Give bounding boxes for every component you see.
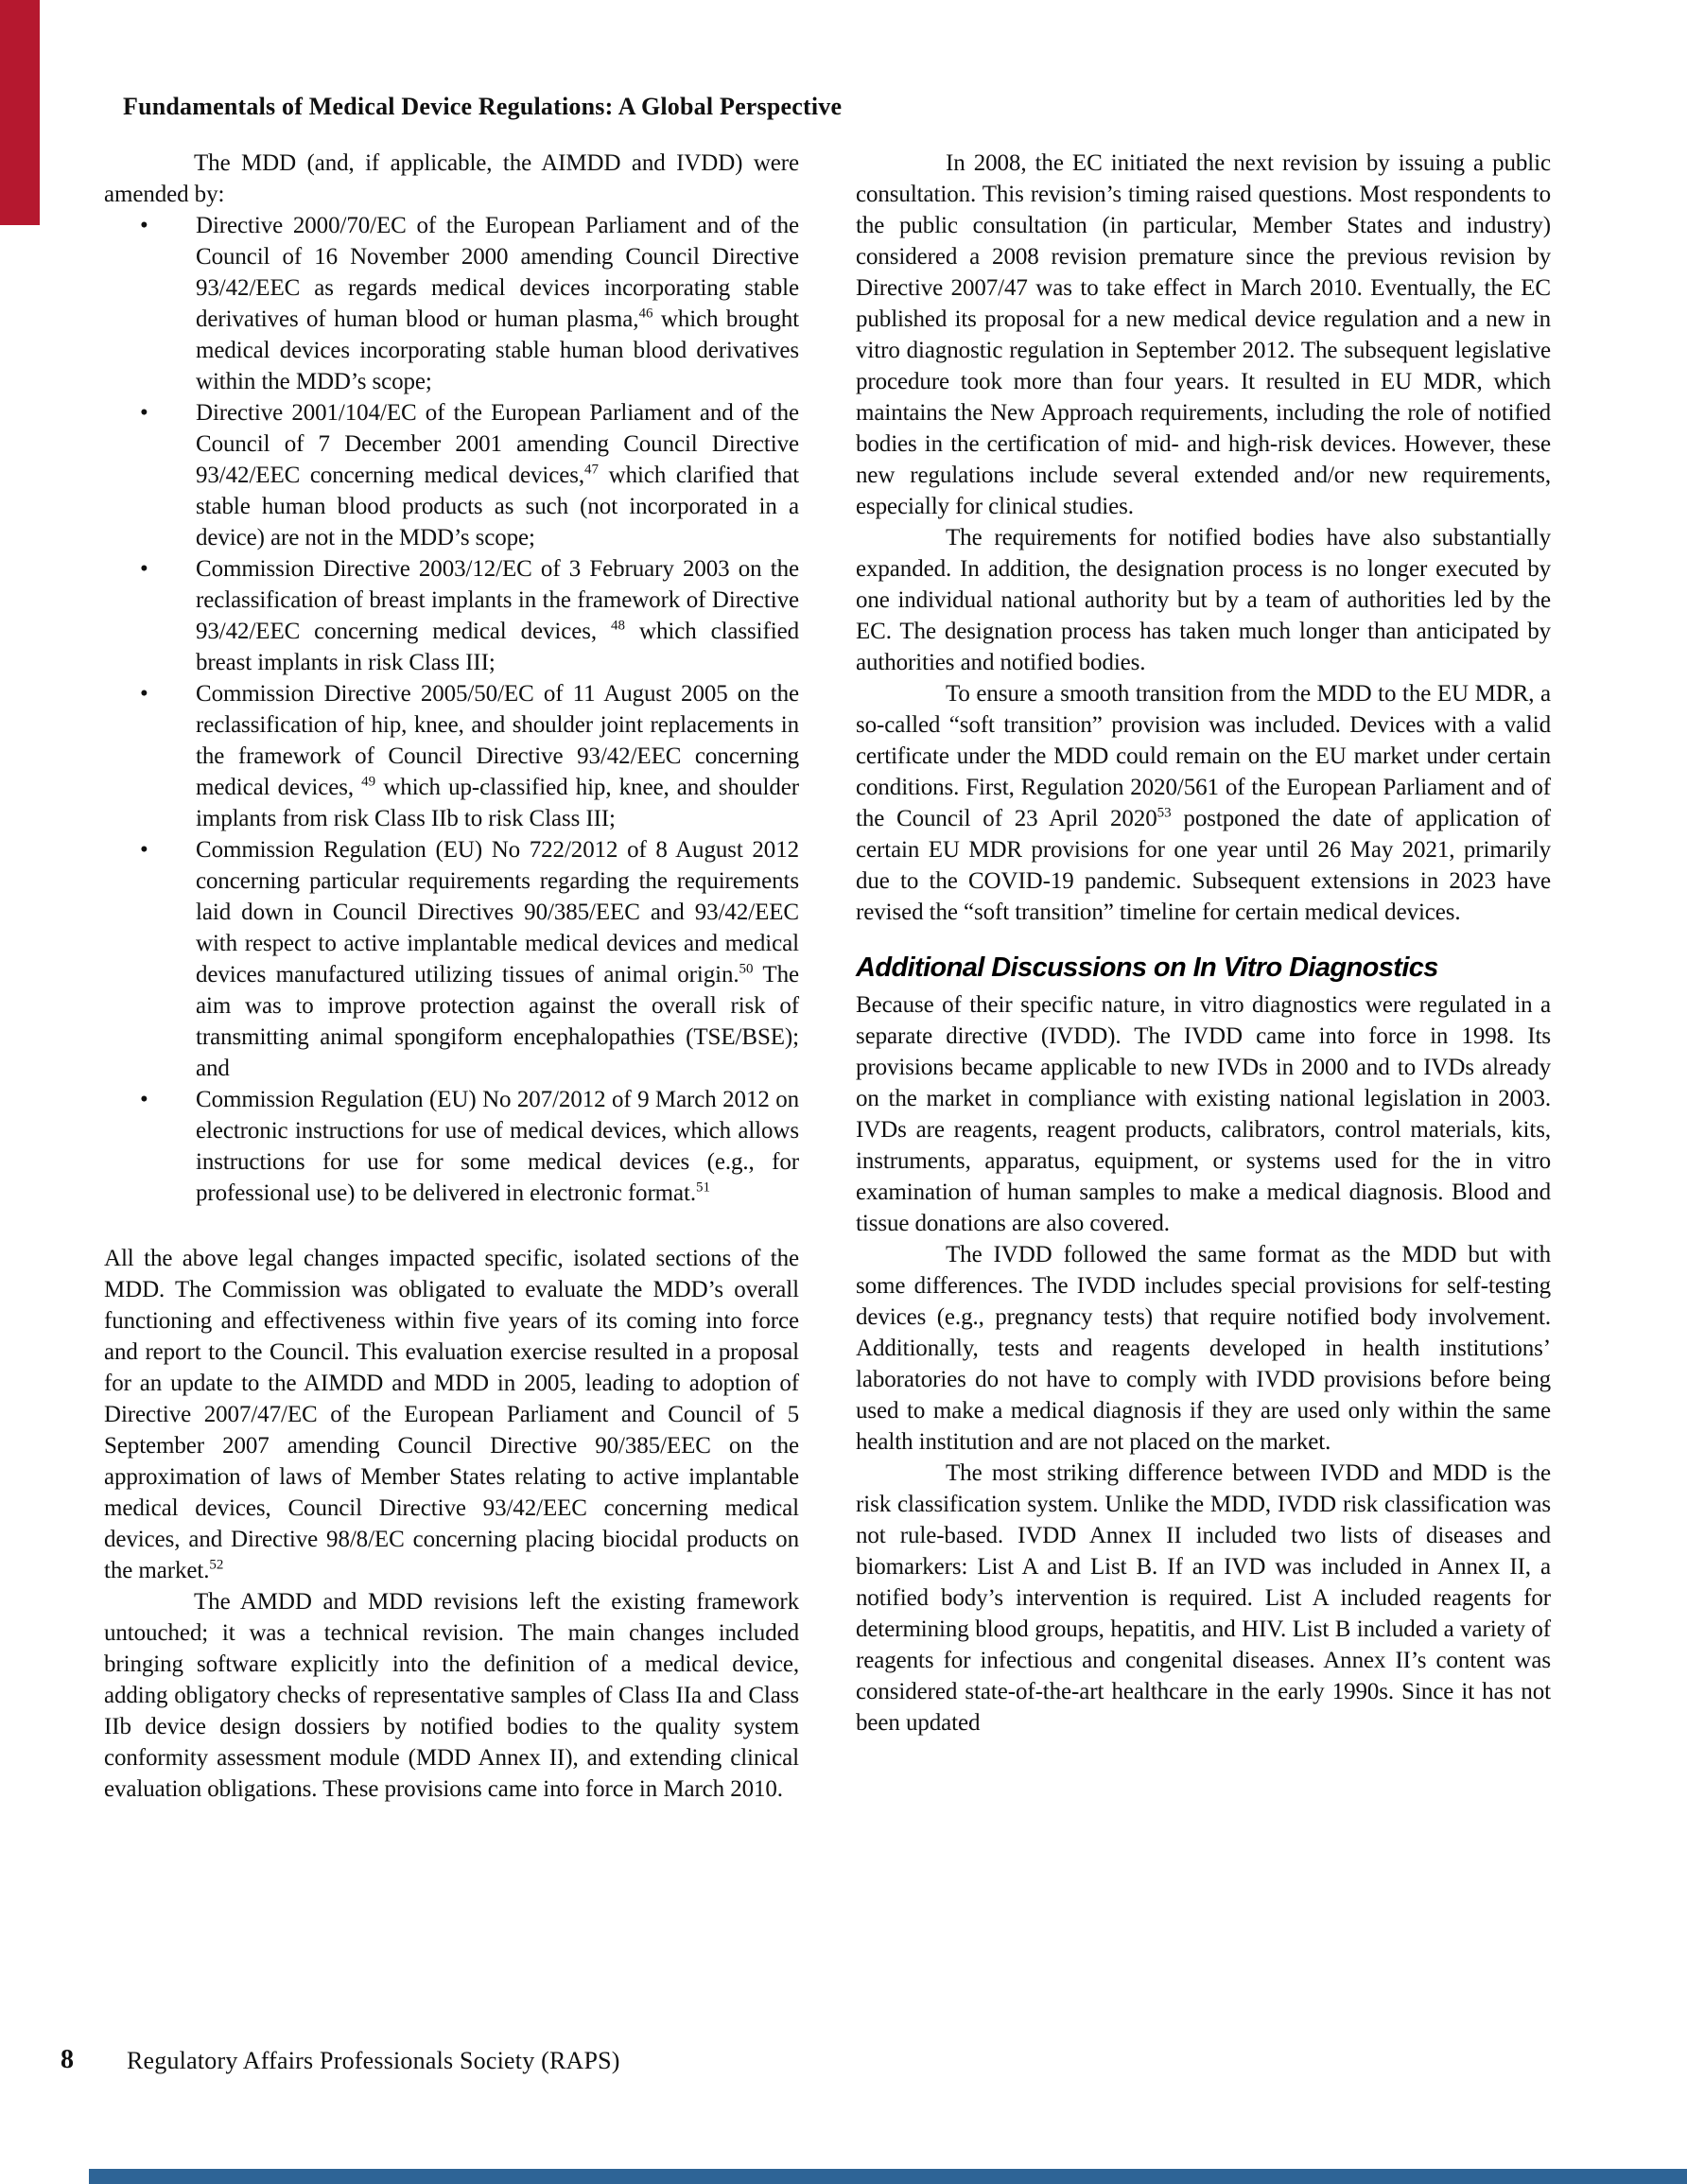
paragraph: The requirements for notified bodies have also substantially expanded. In addition, the designation process is no longer executed by one individual national authority but by a team of authorities led by the EC. The designation process has taken much longer than anticipated by authorities and notified bodies. [856,525,1551,675]
paragraph: All the above legal changes impacted specific, isolated sections of the MDD. The Commission was obligated to evaluate the MDD’s overall functioning and effectiveness within five years of its coming into force and report to the Council. This evaluation exercise resulted in a proposal for an update to the AIMDD and MDD in 2005, leading to adoption of Directive 2007/47/EC of the European Parliament and Council of 5 September 2007 amending Council Directive 90/385/EEC on the approximation of laws of Member States relating to active implantable medical devices, Council Directive 93/42/EEC concerning medical devices, and Directive 98/8/EC concerning placing biocidal products on the market.$^{52}$ [104,1246,799,1583]
bullet-text: Commission Directive 2003/12/EC of 3 February 2003 on the reclassification of breast implants in the framework of Directive 93/42/EEC concerning medical devices, $^{48}$ which classified breast implants in risk Class III; [196,556,799,675]
paragraph: In 2008, the EC initiated the next revision by issuing a public consultation. This revision’s timing raised questions. Most respondents to the public consultation (in particular, Member States and industry) considered a 2008 revision premature since the previous revision by Directive 2007/47 was to take effect in March 2010. Eventually, the EC published its proposal for a new medical device regulation and a new in vitro diagnostic regulation in September 2012. The subsequent legislative procedure took more than four years. It resulted in EU MDR, which maintains the New Approach requirements, including the role of notified bodies in the certification of mid- and high-risk devices. However, these new regulations include several extended and/or new requirements, especially for clinical studies. [856,150,1551,519]
text-columns [104,148,1551,1805]
bullet-text: Directive 2000/70/EC of the European Parliament and of the Council of 16 November 2000 amending Council Directive 93/42/EEC as regards medical devices incorporating stable derivatives of human blood or human plasma,$^{46}$ which brought medical devices incorporating stable human blood derivatives within the MDD’s scope; [196,213,800,394]
bullet-marker: • [140,837,148,863]
bullet-item [104,1084,799,1209]
intro-paragraph: The MDD (and, if applicable, the AIMDD and IVDD) were amended by: [104,150,799,207]
chapter-tab-accent [0,0,40,225]
bullet-text: Directive 2001/104/EC of the European Parliament and of the Council of 7 December 2001 amending Council Directive 93/42/EEC concerning medical devices,$^{47}$ which clarified that stable human blood products as such (not incorporated in a device) are not in the MDD’s scope; [196,400,800,550]
left-column [104,148,799,1805]
right-paragraphs-bottom [856,989,1551,1738]
bullet-item [104,678,799,834]
bullet-item [104,553,799,678]
paragraph: To ensure a smooth transition from the MDD to the EU MDR, a so-called “soft transition” provision was included. Devices with a valid certificate under the MDD could remain on the EU market under certain conditions. First, Regulation 2020/561 of the European Parliament and of the Council of 23 April 2020$^{53}$ postponed the date of application of certain EU MDR provisions for one year until 26 May 2021, primarily due to the COVID-19 pandemic. Subsequent extensions in 2023 have revised the “soft transition” timeline for certain medical devices. [856,681,1551,925]
running-header: Fundamentals of Medical Device Regulations: A Global Perspective [123,93,843,120]
footer-publisher: Regulatory Affairs Professionals Society (RAPS) [127,2047,620,2074]
bottom-accent-bar [89,2169,1687,2184]
bullet-marker: • [140,681,148,707]
bullet-text: Commission Regulation (EU) No 722/2012 of 8 August 2012 concerning particular requirements regarding the requirements laid down in Council Directives 90/385/EEC and 93/42/EEC with respect to active implantable medical devices and medical devices manufactured utilizing tissues of animal origin.$^{50}$ The aim was to improve protection against the overall risk of transmitting animal spongiform encephalopathies (TSE/BSE); and [196,837,799,1081]
paragraph: The IVDD followed the same format as the MDD but with some differences. The IVDD includes special provisions for self-testing devices (e.g., pregnancy tests) that require notified body involvement. Additionally, tests and reagents developed in health institutions’ laboratories do not have to comply with IVDD provisions before being used to make a medical diagnosis if they are used only within the same health institution and are not placed on the market. [856,1242,1551,1455]
bullet-item [104,834,799,1084]
paragraph: Because of their specific nature, in vitro diagnostics were regulated in a separate directive (IVDD). The IVDD came into force in 1998. Its provisions became applicable to new IVDs in 2000 and to IVDs already on the market in compliance with existing national legislation in 2003. IVDs are reagents, reagent products, calibrators, control materials, kits, instruments, apparatus, equipment, or systems used for the in vitro examination of human samples to make a medical diagnosis. Blood and tissue donations are also covered. [856,992,1551,1236]
left-paragraphs [104,1243,799,1805]
bullet-marker: • [140,1087,148,1112]
bullet-text: Commission Regulation (EU) No 207/2012 of 9 March 2012 on electronic instructions for use of medical devices, which allows instructions for use for some medical devices (e.g., for professional use) to be delivered in electronic format.$^{51}$ [196,1087,799,1206]
section-heading: Additional Discussions on In Vitro Diagnostics [856,952,1438,983]
bullet-item [104,397,799,553]
bullet-marker: • [140,400,148,426]
bullet-item [104,210,799,397]
paragraph: The AMDD and MDD revisions left the existing framework untouched; it was a technical revision. The main changes included bringing software explicitly into the definition of a medical device, adding obligatory checks of representative samples of Class IIa and Class IIb device design dossiers by notified bodies to the quality system conformity assessment module (MDD Annex II), and extending clinical evaluation obligations. These provisions came into force in March 2010. [104,1589,799,1802]
bullet-list [104,210,799,1209]
bullet-marker: • [140,213,148,238]
bullet-text: Commission Directive 2005/50/EC of 11 August 2005 on the reclassification of hip, knee, and shoulder joint replacements in the framework of Council Directive 93/42/EEC concerning medical devices, $^{49}$ which up-classified hip, knee, and shoulder implants from risk Class IIb to risk Class III; [196,681,800,831]
bullet-marker: • [140,556,148,582]
right-column [856,148,1551,1805]
page-number: 8 [61,2045,74,2074]
paragraph: The most striking difference between IVDD and MDD is the risk classification system. Unlike the MDD, IVDD risk classification was not rule-based. IVDD Annex II included two lists of diseases and biomarkers: List A and List B. If an IVD was included in Annex II, a notified body’s intervention is required. List A included reagents for determining blood groups, hepatitis, and HIV. List B included a variety of reagents for infectious and congenital diseases. Annex II’s content was considered state-of-the-art healthcare in the early 1990s. Since it has not been updated [856,1460,1551,1736]
right-paragraphs-top [856,148,1551,928]
